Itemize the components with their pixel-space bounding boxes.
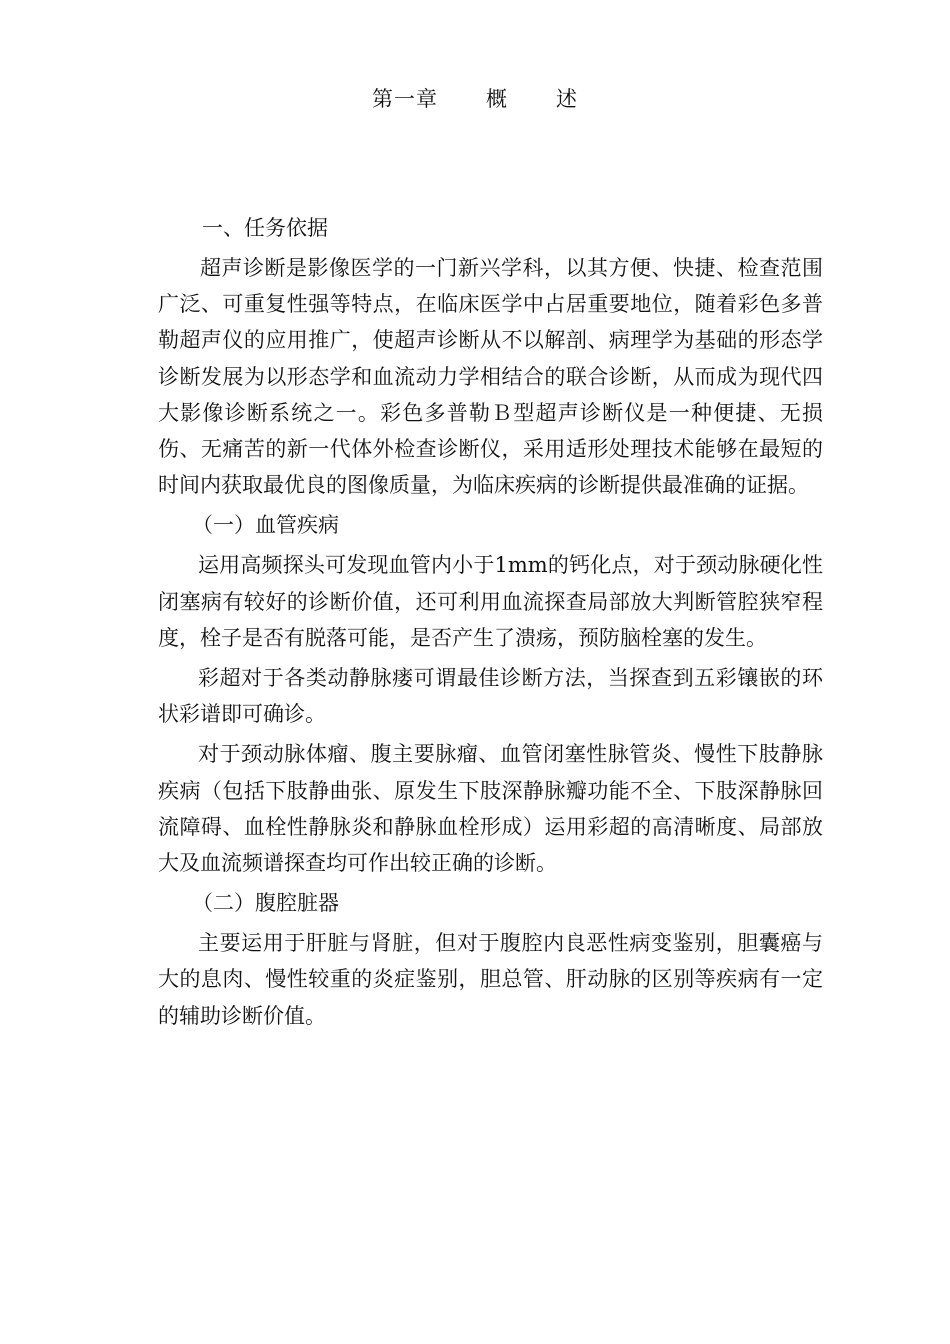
subsection-heading-abdominal: （二）腹腔脏器 — [192, 891, 339, 916]
vascular-paragraph-1: 运用高频探头可发现血管内小于1mm的钙化点，对于颈动脉硬化性闭塞病有较好的诊断价值，还可利用血流探查局部放大判断管腔狭窄程度，栓子是否有脱落可能，是否产生了溃疡，预防脑栓塞的发生。 — [158, 553, 823, 650]
section-paragraph: 超声诊断是影像医学的一门新兴学科，以其方便、快捷、检查范围广泛、可重复性强等特点，在临床医学中占居重要地位，随着彩色多普勒超声仪的应用推广，使超声诊断从不以解剖、病理学为基础的形态学诊断发展为以形态学和血流动力学相结合的联合诊断，从而成为现代四大影像诊断系统之一。彩色多普勒Ｂ型超声诊断仪是一种便捷、无损伤、无痛苦的新一代体外检查诊断仪，采用适形处理技术能够在最短的时间内获取最优良的图像质量，为临床疾病的诊断提供最准确的证据。 — [158, 256, 823, 498]
abdominal-paragraph: 主要运用于肝脏与肾脏，但对于腹腔内良恶性病变鉴别，胆囊癌与大的息肉、慢性较重的炎症鉴别，胆总管、肝动脉的区别等疾病有一定的辅助诊断价值。 — [158, 931, 823, 1028]
chapter-number: 第一章 — [372, 87, 438, 111]
section-heading-task-basis: 一、任务依据 — [202, 216, 328, 240]
subsection-heading-vascular: （一）血管疾病 — [192, 513, 339, 538]
chapter-title-part1: 概 — [486, 87, 508, 111]
document-body — [158, 210, 823, 1038]
vascular-paragraph-3: 对于颈动脉体瘤、腹主要脉瘤、血管闭塞性脉管炎、慢性下肢静脉疾病（包括下肢静曲张、原发生下肢深静脉瓣功能不全、下肢深静脉回流障碍、血栓性静脉炎和静脉血栓形成）运用彩超的高清晰度、局部放大及血流频谱探查均可作出较正确的诊断。 — [158, 742, 823, 876]
chapter-title — [0, 84, 950, 114]
chapter-title-part2: 述 — [556, 87, 578, 111]
vascular-paragraph-2: 彩超对于各类动静脉瘘可谓最佳诊断方法，当探查到五彩镶嵌的环状彩谱即可确诊。 — [158, 666, 823, 727]
